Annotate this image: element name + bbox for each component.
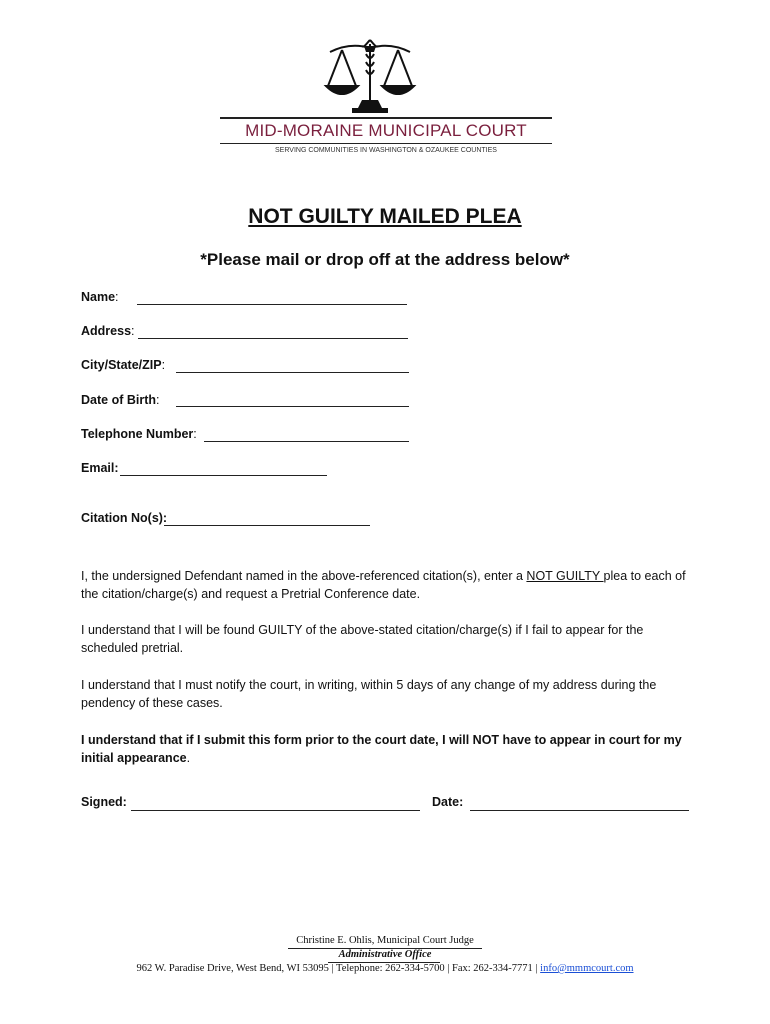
form-subtitle: *Please mail or drop off at the address below*: [200, 250, 570, 269]
plea-text-not-guilty: NOT GUILTY: [526, 569, 604, 583]
footer-judge: Christine E. Ohlis, Municipal Court Judge: [296, 935, 474, 946]
plea-text-before: I, the undersigned Defendant named in the above-referenced citation(s), enter a: [81, 569, 527, 583]
dob-field-label: Date of Birth:: [81, 393, 160, 407]
signature-line[interactable]: [131, 810, 420, 811]
city-state-zip-field-label: City/State/ZIP:: [81, 358, 166, 372]
scales-of-justice-icon: [318, 36, 422, 116]
guilty-warning-paragraph: I understand that I will be found GUILTY of the above-stated citation/charge(s) if I fail to appear for the scheduled pretrial.: [81, 623, 644, 655]
plea-text-after: plea to each of the citation/charge(s) and request a Pretrial Conference date.: [81, 569, 686, 601]
court-name: MID-MORAINE MUNICIPAL COURT: [245, 121, 527, 140]
date-label: Date:: [432, 795, 464, 809]
court-subtitle: SERVING COMMUNITIES IN WASHINGTON & OZAUKEE COUNTIES: [275, 147, 497, 154]
address-field-line[interactable]: [138, 338, 408, 339]
plea-paragraph: [81, 567, 693, 603]
name-field-line[interactable]: [137, 304, 407, 305]
signed-field-label: [81, 795, 127, 809]
telephone-label: Telephone Number: [81, 427, 194, 441]
dob-field-line[interactable]: [176, 406, 409, 407]
citation-label: Citation No(s):: [81, 511, 168, 525]
date-field-label: [432, 795, 463, 809]
citation-field-line[interactable]: [164, 525, 370, 526]
name-field-label: Name:: [81, 290, 119, 304]
citation-field-label: [81, 511, 167, 525]
footer-address: [0, 963, 770, 974]
email-label: Email:: [81, 461, 119, 475]
appearance-notice-paragraph: I understand that if I submit this form prior to the court date, I will NOT have to appear in court for my initial appearance.: [81, 733, 682, 765]
date-line[interactable]: [470, 810, 689, 811]
address-field-label: Address:: [81, 324, 135, 338]
name-label: Name: [81, 290, 116, 304]
city-state-zip-label: City/State/ZIP: [81, 358, 162, 372]
address-notice-paragraph: I understand that I must notify the court, in writing, within 5 days of any change of my address during the pendency of these cases.: [81, 678, 657, 710]
header-rule-middle: [220, 143, 552, 144]
form-title: NOT GUILTY MAILED PLEA: [248, 205, 522, 228]
email-field-label: [81, 461, 119, 475]
header-rule-top: [220, 117, 552, 119]
appearance-notice-text: I understand that if I submit this form prior to the court date, I will NOT have to appear in court for my initial appearance: [81, 733, 682, 765]
telephone-field-label: Telephone Number:: [81, 427, 197, 441]
signed-label: Signed:: [81, 795, 127, 809]
footer-address-text: 962 W. Paradise Drive, West Bend, WI 53095 | Telephone: 262-334-5700 | Fax: 262-334-7771 |: [136, 963, 541, 974]
email-field-line[interactable]: [120, 475, 327, 476]
telephone-field-line[interactable]: [204, 441, 409, 442]
city-state-zip-field-line[interactable]: [176, 372, 409, 373]
dob-label: Date of Birth: [81, 393, 156, 407]
address-label: Address: [81, 324, 132, 338]
footer-office: Administrative Office: [338, 949, 432, 960]
footer-email-link[interactable]: info@mmmcourt.com: [540, 963, 634, 974]
